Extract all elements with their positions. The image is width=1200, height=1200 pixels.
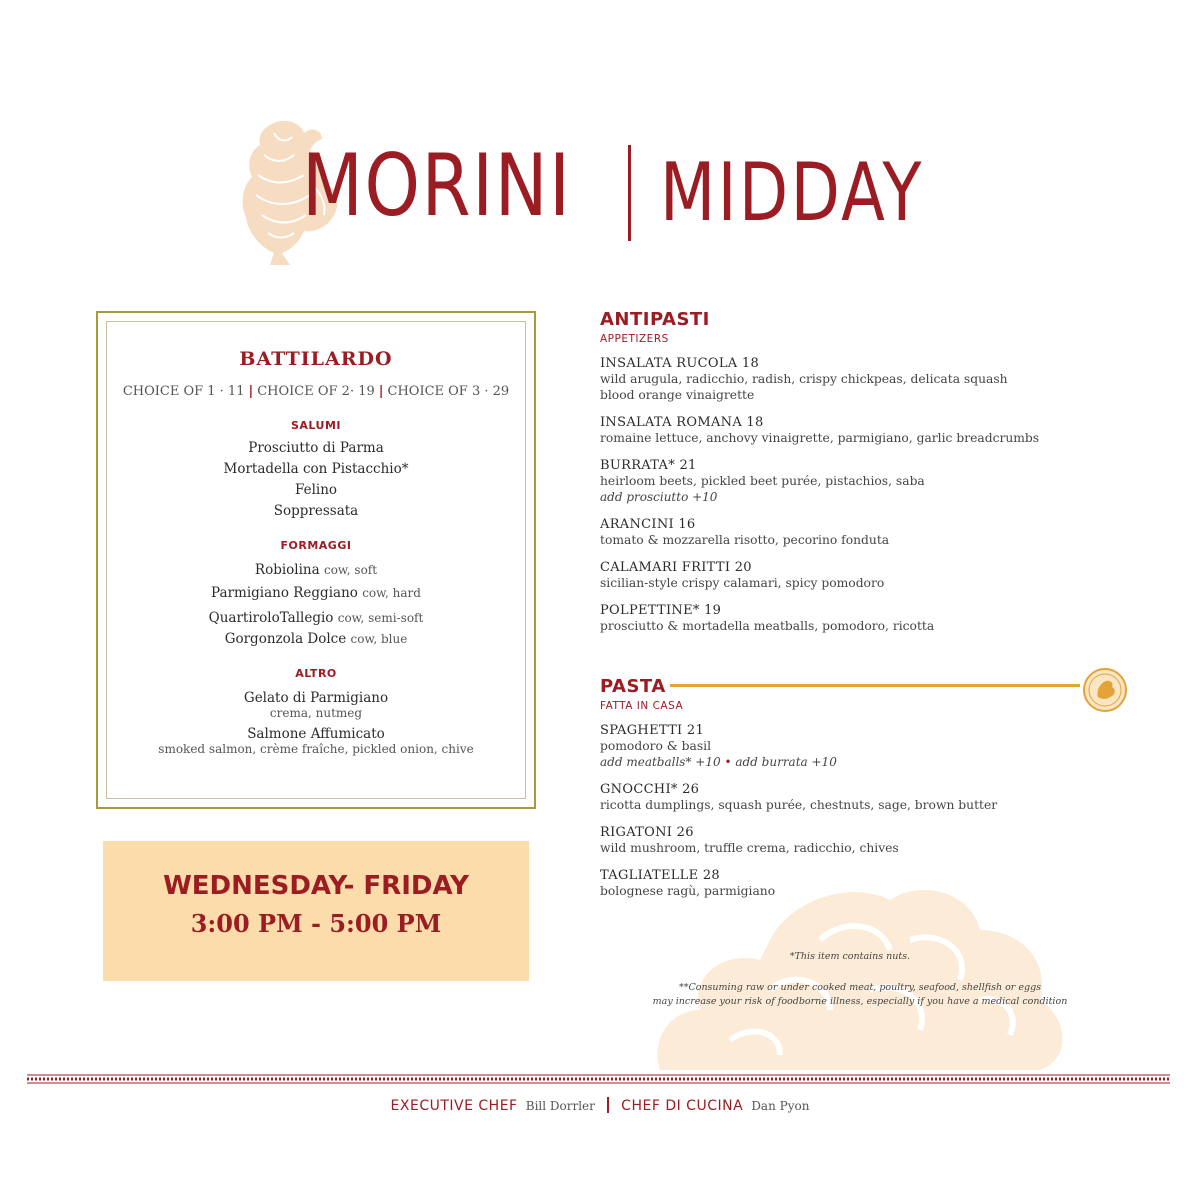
exec-chef-name: Bill Dorrler — [525, 1099, 595, 1113]
choice-2: CHOICE OF 2· 19 — [257, 384, 375, 399]
item-desc: romaine lettuce, anchovy vinaigrette, parmigiano, garlic breadcrumbs — [600, 431, 1040, 445]
menu-item — [600, 458, 1080, 505]
altro-item — [107, 690, 525, 720]
pasta-title: PASTA — [600, 676, 666, 697]
hours-time: 3:00 PM - 5:00 PM — [190, 909, 442, 938]
battilardo-title: BATTILARDO — [239, 348, 393, 370]
item-name: TAGLIATELLE 28 — [600, 868, 720, 883]
antipasti-heading — [600, 311, 710, 345]
altro-desc: crema, nutmeg — [269, 706, 363, 720]
addon-burrata: add burrata +10 — [735, 755, 837, 769]
item-desc: bolognese ragù, parmigiano — [600, 884, 776, 898]
item-name: POLPETTINE* 19 — [600, 603, 722, 618]
crest-icon — [1082, 667, 1128, 713]
chef-di-cucina-role: CHEF DI CUCINA — [621, 1098, 744, 1114]
cheese-note: cow, blue — [350, 632, 408, 646]
footer-divider — [607, 1097, 609, 1113]
item-name: INSALATA ROMANA 18 — [600, 415, 764, 430]
cheese-note: cow, semi-soft — [337, 611, 424, 625]
item-desc: pomodoro & basil — [600, 739, 712, 753]
pasta-subtitle: FATTA IN CASA — [600, 700, 684, 712]
altro-heading: ALTRO — [295, 667, 337, 680]
hours-days: WEDNESDAY- FRIDAY — [163, 871, 469, 901]
item-addon: add prosciutto +10 — [600, 490, 718, 504]
brand-name: MORINI — [302, 136, 572, 236]
cheese-note: cow, hard — [362, 586, 421, 600]
pasta-divider-line — [670, 684, 1080, 687]
formaggi-item — [107, 562, 525, 578]
item-desc: tomato & mozzarella risotto, pecorino fonduta — [600, 533, 890, 547]
raw-warning-line: **Consuming raw or under cooked meat, poultry, seafood, shellfish or eggs — [678, 982, 1042, 993]
cheese-name: Parmigiano Reggiano — [211, 585, 358, 601]
item-name: GNOCCHI* 26 — [600, 782, 700, 797]
item-name: BURRATA* 21 — [600, 458, 697, 473]
salumi-item: Felino — [294, 482, 338, 498]
altro-desc: smoked salmon, crème fraîche, pickled onion, chive — [158, 742, 474, 756]
cheese-name: Gorgonzola Dolce — [224, 631, 347, 647]
cheese-name: QuartiroloTallegio — [208, 610, 334, 626]
chef-di-cucina-name: Dan Pyon — [751, 1099, 810, 1113]
menu-name: MIDDAY — [660, 146, 924, 239]
menu-item — [600, 415, 1080, 446]
menu-item — [600, 517, 1080, 548]
footer-credits — [0, 1097, 1200, 1114]
salumi-heading: SALUMI — [290, 419, 342, 432]
footer-dotted-rule — [27, 1073, 1170, 1085]
item-addon: add meatballs* +10 • add burrata +10 — [600, 755, 837, 769]
item-desc: prosciutto & mortadella meatballs, pomodoro, ricotta — [600, 619, 935, 633]
cheese-note: cow, soft — [323, 563, 378, 577]
menu-item — [600, 356, 1080, 403]
menu-item — [600, 825, 1080, 856]
salumi-item: Mortadella con Pistacchio* — [223, 461, 409, 477]
battilardo-box — [96, 311, 536, 809]
menu-item — [600, 782, 1080, 813]
choice-1: CHOICE OF 1 · 11 — [122, 384, 245, 399]
battilardo-choices: CHOICE OF 1 · 11 | CHOICE OF 2· 19 | CHOICE OF 3 · 29 — [122, 384, 510, 399]
altro-item — [107, 726, 525, 756]
formaggi-item — [107, 610, 525, 626]
brand-divider — [628, 145, 631, 241]
item-desc: sicilian-style crispy calamari, spicy pomodoro — [600, 576, 885, 590]
antipasti-list — [600, 356, 1080, 646]
item-desc: blood orange vinaigrette — [600, 388, 755, 402]
menu-item — [600, 723, 1080, 770]
nuts-note: *This item contains nuts. — [789, 951, 911, 962]
item-desc: wild mushroom, truffle crema, radicchio, chives — [600, 841, 899, 855]
exec-chef-role: EXECUTIVE CHEF — [390, 1098, 518, 1114]
item-name: SPAGHETTI 21 — [600, 723, 705, 738]
formaggi-heading: FORMAGGI — [280, 539, 352, 552]
altro-name: Salmone Affumicato — [247, 726, 385, 742]
addon-meatballs: add meatballs* +10 — [600, 755, 721, 769]
salumi-item: Soppressata — [273, 503, 359, 519]
header — [230, 115, 970, 275]
salumi-item: Prosciutto di Parma — [248, 440, 384, 456]
item-name: RIGATONI 26 — [600, 825, 694, 840]
item-desc: ricotta dumplings, squash purée, chestnuts, sage, brown butter — [600, 798, 998, 812]
formaggi-item — [107, 631, 525, 647]
flower-decoration-icon — [650, 880, 1080, 1070]
item-desc: wild arugula, radicchio, radish, crispy chickpeas, delicata squash — [600, 372, 1008, 386]
item-desc: heirloom beets, pickled beet purée, pistachios, saba — [600, 474, 925, 488]
item-name: CALAMARI FRITTI 20 — [600, 560, 752, 575]
item-name: ARANCINI 16 — [600, 517, 696, 532]
item-name: INSALATA RUCOLA 18 — [600, 356, 760, 371]
menu-item — [600, 560, 1080, 591]
formaggi-item — [107, 585, 525, 601]
menu-item — [600, 603, 1080, 634]
altro-name: Gelato di Parmigiano — [243, 690, 389, 706]
raw-food-warning — [640, 981, 1080, 1009]
hours-box — [103, 841, 529, 981]
raw-warning-line: may increase your risk of foodborne illness, especially if you have a medical condition — [652, 996, 1068, 1007]
antipasti-title: ANTIPASTI — [600, 309, 710, 330]
choice-3: CHOICE OF 3 · 29 — [387, 384, 510, 399]
cheese-name: Robiolina — [254, 562, 320, 578]
antipasti-subtitle: APPETIZERS — [600, 333, 669, 345]
